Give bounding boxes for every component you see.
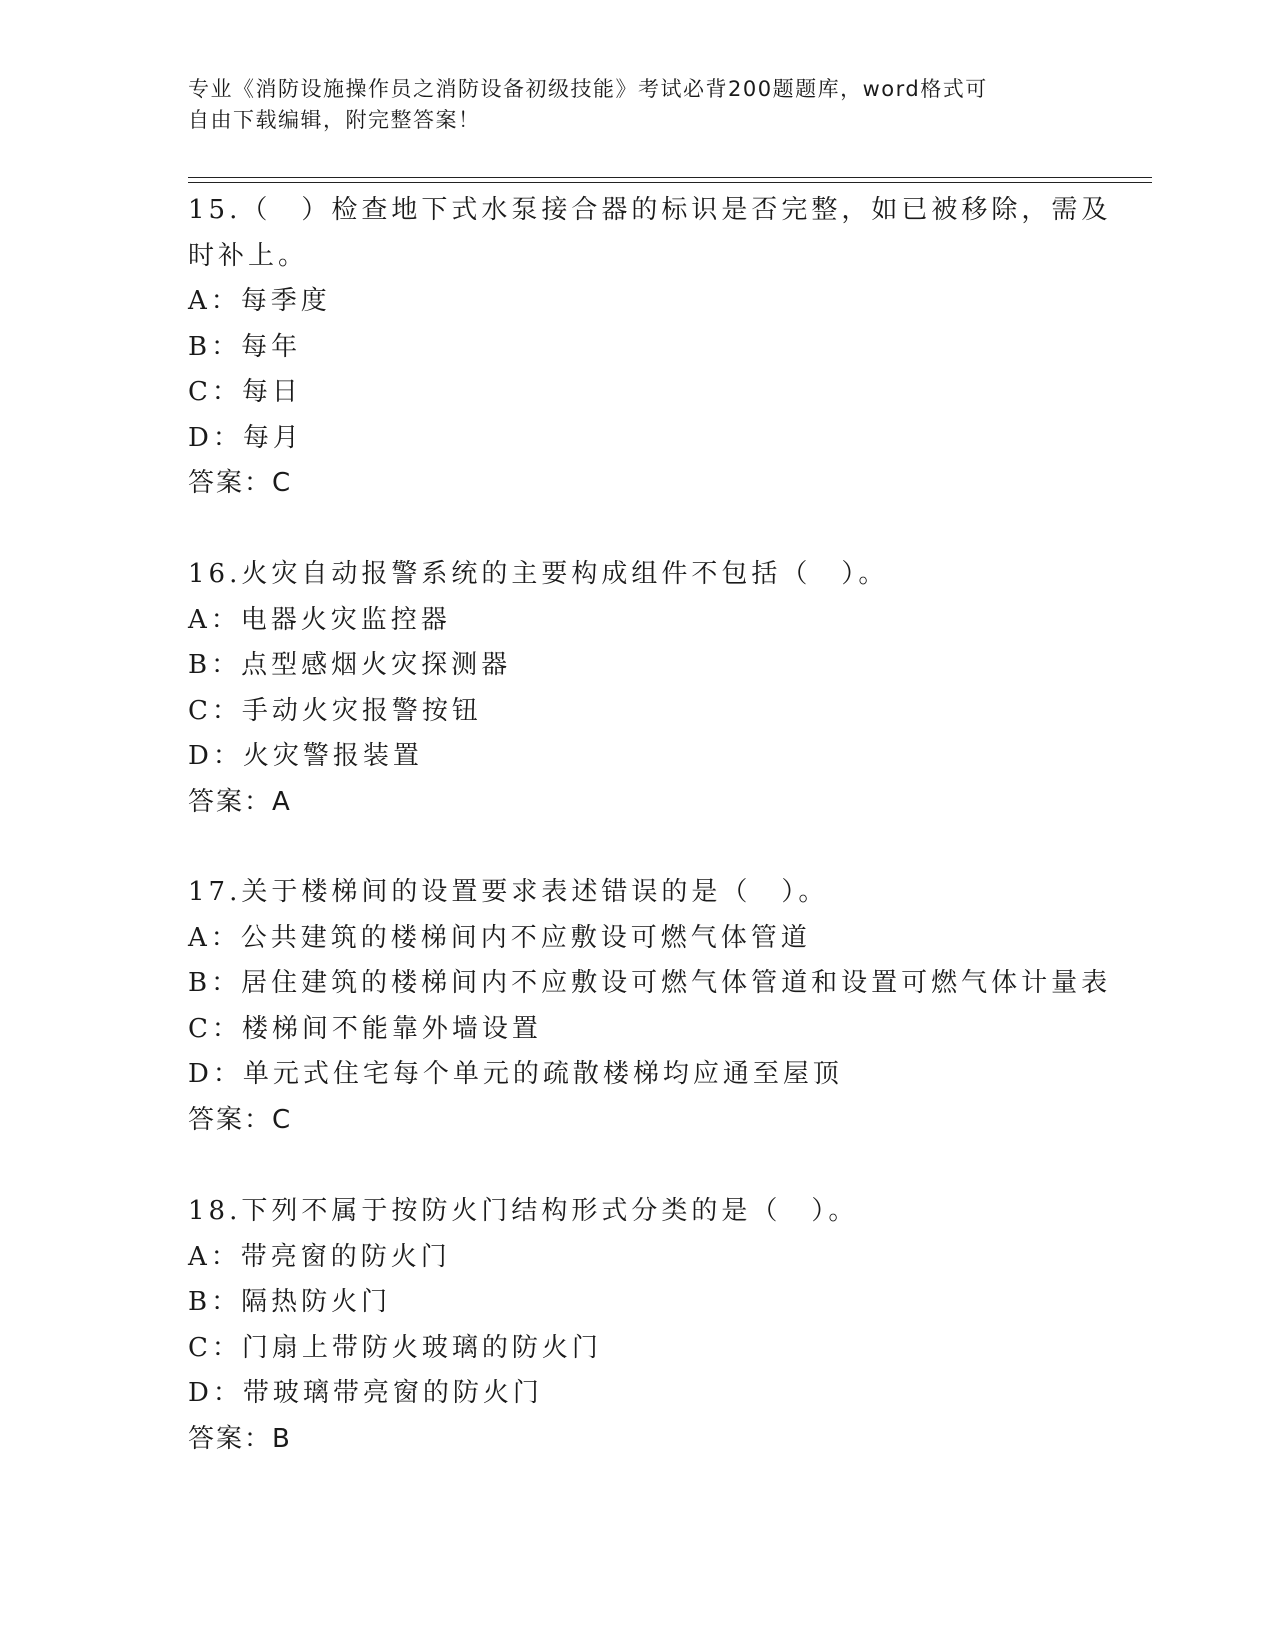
- question-stem: 15.（ ）检查地下式水泵接合器的标识是否完整，如已被移除，需及: [188, 195, 1112, 225]
- option-a: A：带亮窗的防火门: [188, 1241, 451, 1272]
- option-c: C：每日: [188, 377, 302, 407]
- option-d: D：单元式住宅每个单元的疏散楼梯均应通至屋顶: [188, 1059, 843, 1089]
- question-17: [188, 870, 1112, 1143]
- option-d: D：每月: [188, 422, 303, 453]
- option-c: C：楼梯间不能靠外墙设置: [188, 1013, 542, 1044]
- option-d: D：带玻璃带亮窗的防火门: [188, 1378, 543, 1408]
- option-a: A：每季度: [188, 286, 331, 316]
- option-c: C：门扇上带防火玻璃的防火门: [188, 1332, 602, 1363]
- question-18: [188, 1189, 1088, 1462]
- option-b: B：点型感烟火灾探测器: [188, 650, 512, 680]
- header-line-2: 自由下载编辑，附完整答案！: [188, 108, 481, 132]
- document-header: [188, 74, 1068, 136]
- header-divider-top: [188, 177, 1152, 178]
- answer: 答案：A: [188, 786, 292, 817]
- answer: 答案：B: [188, 1423, 292, 1454]
- question-stem: 16.火灾自动报警系统的主要构成组件不包括（ ）。: [188, 559, 889, 589]
- option-d: D：火灾警报装置: [188, 741, 423, 771]
- question-stem: 17.关于楼梯间的设置要求表述错误的是（ ）。: [188, 877, 829, 907]
- header-line-1: 专业《消防设施操作员之消防设备初级技能》考试必背200题题库，word格式可: [188, 77, 988, 101]
- question-stem: 18.下列不属于按防火门结构形式分类的是（ ）。: [188, 1196, 859, 1226]
- question-16: [188, 552, 1088, 825]
- header-divider-bottom: [188, 182, 1152, 183]
- option-b: B：隔热防火门: [188, 1287, 392, 1317]
- answer: 答案：C: [188, 1104, 293, 1135]
- question-15: [188, 188, 1112, 507]
- option-a: A：电器火灾监控器: [188, 604, 451, 635]
- question-stem: 时补上。: [188, 240, 309, 271]
- answer: 答案：C: [188, 468, 293, 498]
- option-b: B：每年: [188, 331, 302, 362]
- option-b: B：居住建筑的楼梯间内不应敷设可燃气体管道和设置可燃气体计量表: [188, 968, 1112, 998]
- option-c: C：手动火灾报警按钮: [188, 695, 482, 726]
- option-a: A：公共建筑的楼梯间内不应敷设可燃气体管道: [188, 922, 811, 953]
